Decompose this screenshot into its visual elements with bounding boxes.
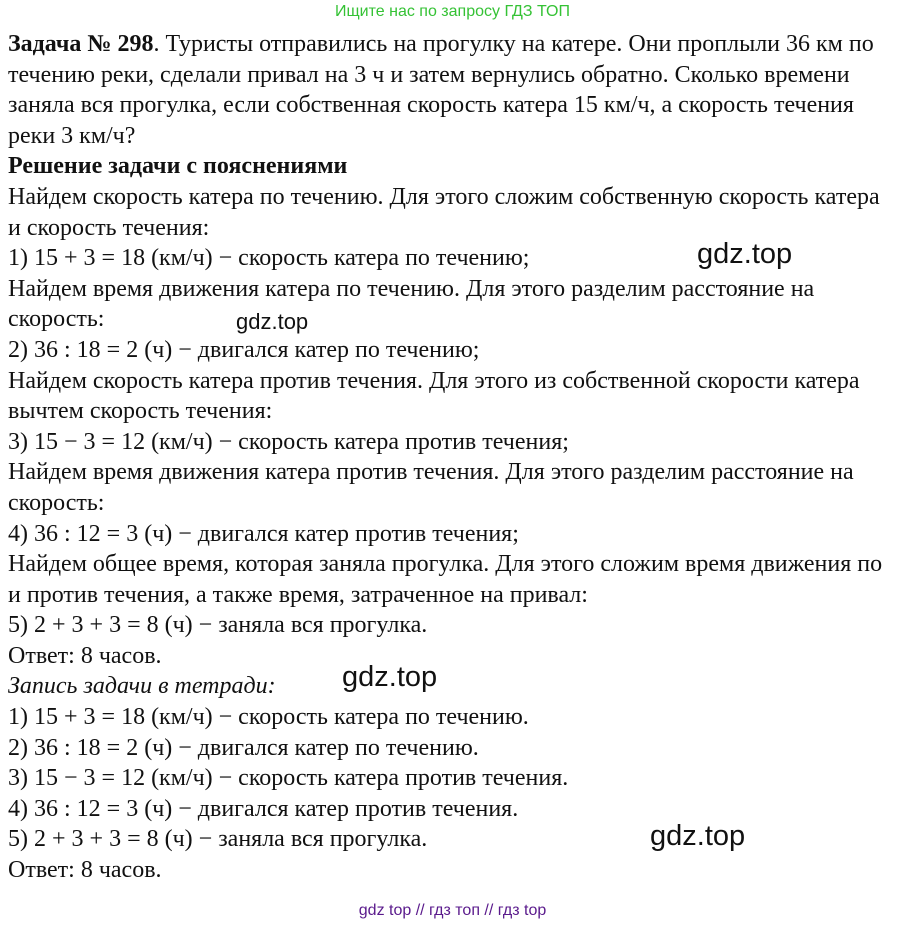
watermark: gdz.top [650,820,746,852]
watermark: gdz.top [697,238,793,270]
solution-line: Найдем время движения катера против течения. Для этого разделим расстояние на скорость: [8,459,854,516]
problem-title: Задача № 298 [8,31,154,57]
notebook-line: 5) 2 + 3 + 3 = 8 (ч) − заняла вся прогулка. [8,826,428,853]
notebook-line: 4) 36 : 12 = 3 (ч) − двигался катер против течения. [8,795,519,822]
watermark: gdz.top [342,661,438,693]
footer-links[interactable]: gdz top // гдз топ // гдз top [358,902,547,919]
solution-line: Найдем скорость катера против течения. Для этого из собственной скорости катера вычтем скорость течения: [8,367,860,425]
notebook-line: 3) 15 − 3 = 12 (км/ч) − скорость катера против течения. [8,765,569,792]
solution-line: 1) 15 + 3 = 18 (км/ч) − скорость катера по течению; [8,245,530,272]
solution-answer: Ответ: 8 часов. [8,642,162,669]
solution-heading: Решение задачи с пояснениями [8,153,348,180]
solution-line: Найдем общее время, которая заняла прогулка. Для этого сложим время движения по и против течения, а также время, затраченное на привал: [8,551,883,608]
watermark: gdz.top [236,309,309,334]
solution-line: 4) 36 : 12 = 3 (ч) − двигался катер против течения; [8,520,519,547]
content [8,29,898,886]
notebook-line: 1) 15 + 3 = 18 (км/ч) − скорость катера по течению. [8,704,529,731]
solution-line: Найдем скорость катера по течению. Для этого сложим собственную скорость катера и скорость течения: [8,183,880,241]
solution-line: 3) 15 − 3 = 12 (км/ч) − скорость катера против течения; [8,428,569,455]
notebook-heading: Запись задачи в тетради: [8,673,276,700]
top-banner[interactable]: Ищите нас по запросу ГДЗ ТОП [335,3,570,20]
problem-text: . Туристы отправились на прогулку на катере. Они проплыли 36 км по течению реки, сделали привал на 3 ч и затем вернулись обратно. Сколько времени заняла вся прогулка, если собственная скорость катера 15 км/ч, а скорость течения реки 3 км/ч? [8,31,874,149]
problem-statement [8,29,898,151]
notebook-answer: Ответ: 8 часов. [8,857,162,884]
solution-line: 5) 2 + 3 + 3 = 8 (ч) − заняла вся прогулка. [8,612,428,639]
notebook-line: 2) 36 : 18 = 2 (ч) − двигался катер по течению. [8,734,479,761]
solution-line: 2) 36 : 18 = 2 (ч) − двигался катер по течению; [8,336,480,363]
solution-line: Найдем время движения катера по течению. Для этого разделим расстояние на скорость: [8,275,815,333]
